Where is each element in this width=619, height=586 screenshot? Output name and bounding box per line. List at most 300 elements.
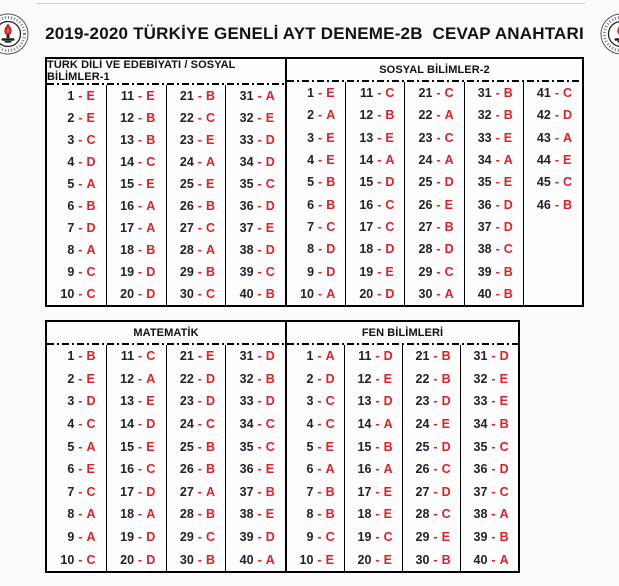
answer-cell <box>226 390 285 413</box>
answer-dash: - <box>197 530 202 545</box>
answer-cell <box>226 217 285 239</box>
answer-letter: D <box>503 219 513 234</box>
answer-cell <box>287 435 344 458</box>
answer-dash: - <box>433 349 438 364</box>
answer-dash: - <box>197 177 202 191</box>
answer-cell <box>461 390 518 413</box>
answer-letter: E <box>146 394 155 409</box>
answer-letter: A <box>385 153 395 168</box>
answer-cell <box>226 548 285 571</box>
question-number: 22 <box>415 371 430 386</box>
question-number: 25 <box>179 177 194 191</box>
answer-dash: - <box>78 199 83 213</box>
answer-letter: C <box>265 417 275 432</box>
question-number: 5 <box>306 439 314 454</box>
question-number: 45 <box>536 175 551 190</box>
answer-letter: C <box>86 552 96 567</box>
answer-cell <box>47 283 106 305</box>
question-number: 16 <box>120 462 135 477</box>
question-number: 35 <box>239 177 254 191</box>
answer-dash: - <box>495 286 500 301</box>
question-number: 11 <box>120 349 135 364</box>
answer-dash: - <box>318 86 323 101</box>
answer-letter: B <box>325 484 335 499</box>
question-number: 18 <box>359 242 374 257</box>
answer-letter: D <box>563 108 573 123</box>
answer-letter: B <box>503 264 513 279</box>
answer-letter: B <box>326 197 336 212</box>
answer-letter: B <box>205 507 215 522</box>
answer-dash: - <box>554 153 559 168</box>
answer-cell <box>167 261 226 283</box>
answer-table-matematik <box>45 320 287 573</box>
question-number: 10 <box>300 286 315 301</box>
question-number: 12 <box>359 108 374 123</box>
answer-dash: - <box>495 197 500 212</box>
answer-dash: - <box>257 462 262 477</box>
answer-cell <box>524 104 582 126</box>
answer-cell <box>345 526 402 549</box>
answer-letter: A <box>499 507 509 522</box>
answer-letter: C <box>205 287 215 301</box>
answer-table-sosyal-2 <box>287 57 584 307</box>
question-number: 23 <box>179 394 194 409</box>
question-number: 31 <box>477 86 492 101</box>
question-number: 33 <box>473 394 488 409</box>
answer-cell <box>107 413 166 436</box>
answer-dash: - <box>495 130 500 145</box>
table-title: TÜRK DİLİ VE EDEBİYATI / SOSYAL BİLİMLER-1 <box>47 59 236 83</box>
answer-letter: D <box>265 394 275 409</box>
question-number: 32 <box>477 108 492 123</box>
answer-cell <box>47 503 106 526</box>
answer-dash: - <box>138 462 143 477</box>
answer-cell <box>167 503 226 526</box>
answer-cell <box>47 217 106 239</box>
answer-column <box>523 82 582 305</box>
answer-cell <box>226 129 285 151</box>
question-number: 30 <box>179 552 194 567</box>
question-number: 15 <box>359 175 374 190</box>
answer-dash: - <box>317 462 322 477</box>
answer-letter: C <box>325 530 335 545</box>
answer-letter: D <box>265 155 275 169</box>
answer-letter: D <box>86 394 96 409</box>
answer-letter: A <box>265 89 275 103</box>
answer-letter: E <box>385 130 394 145</box>
answer-dash: - <box>138 265 143 279</box>
answer-cell <box>167 368 226 391</box>
table-title: FEN BİLİMLERİ <box>361 326 444 339</box>
answer-letter: B <box>499 530 509 545</box>
answer-cell <box>403 413 460 436</box>
answer-cell <box>346 149 404 171</box>
question-number: 28 <box>179 243 194 257</box>
answer-letter: C <box>444 264 454 279</box>
question-number: 6 <box>67 462 75 477</box>
answer-dash: - <box>375 439 380 454</box>
question-number: 12 <box>357 371 372 386</box>
answer-cell <box>287 260 345 282</box>
question-number: 36 <box>239 199 254 213</box>
answer-letter: D <box>326 264 336 279</box>
question-number: 9 <box>67 530 75 545</box>
answer-letter: B <box>503 86 513 101</box>
answer-cell <box>287 413 344 436</box>
question-number: 6 <box>306 462 314 477</box>
answer-dash: - <box>257 394 262 409</box>
answer-dash: - <box>317 484 322 499</box>
answer-dash: - <box>375 349 380 364</box>
answer-letter: B <box>86 349 96 364</box>
question-number: 32 <box>473 371 488 386</box>
question-number: 34 <box>239 155 254 169</box>
answer-letter: C <box>86 484 96 499</box>
answer-cell <box>287 104 345 126</box>
answer-letter: A <box>205 155 215 169</box>
answer-letter: B <box>444 219 454 234</box>
answer-cell <box>167 548 226 571</box>
answer-dash: - <box>197 439 202 454</box>
answer-column <box>225 345 285 571</box>
question-number: 39 <box>239 265 254 279</box>
answer-dash: - <box>197 89 202 103</box>
answer-dash: - <box>318 219 323 234</box>
answer-cell <box>47 345 106 368</box>
answer-letter: E <box>265 462 275 477</box>
answer-letter: A <box>383 417 393 432</box>
answer-dash: - <box>491 371 496 386</box>
answer-dash: - <box>78 287 83 301</box>
answer-dash: - <box>78 349 83 364</box>
question-number: 12 <box>120 371 135 386</box>
answer-dash: - <box>375 394 380 409</box>
question-number: 30 <box>418 286 433 301</box>
question-number: 2 <box>306 371 314 386</box>
answer-cell <box>403 368 460 391</box>
answer-letter: D <box>383 394 393 409</box>
answer-letter: C <box>86 133 96 147</box>
answer-cell <box>47 173 106 195</box>
answer-cell <box>226 151 285 173</box>
answer-letter: E <box>205 133 215 147</box>
question-number: 5 <box>67 177 75 191</box>
question-number: 15 <box>120 177 135 191</box>
answer-cell <box>403 345 460 368</box>
answer-letter: E <box>265 221 275 235</box>
answer-cell <box>167 390 226 413</box>
answer-dash: - <box>495 153 500 168</box>
answer-cell <box>47 151 106 173</box>
answer-cell <box>226 173 285 195</box>
answer-dash: - <box>197 394 202 409</box>
answer-dash: - <box>375 552 380 567</box>
answer-dash: - <box>554 130 559 145</box>
answer-letter: E <box>86 111 95 125</box>
answer-cell <box>405 193 463 215</box>
question-number: 20 <box>120 287 135 301</box>
answer-dash: - <box>197 199 202 213</box>
answer-dash: - <box>197 243 202 257</box>
answer-dash: - <box>318 264 323 279</box>
question-number: 8 <box>306 507 314 522</box>
answer-tables-bottom <box>45 320 520 573</box>
question-number: 44 <box>536 153 551 168</box>
question-number: 14 <box>359 153 374 168</box>
answer-cell <box>405 216 463 238</box>
answer-dash: - <box>436 86 441 101</box>
answer-cell <box>461 548 518 571</box>
answer-dash: - <box>491 349 496 364</box>
question-number: 37 <box>239 221 254 235</box>
answer-letter: E <box>86 89 95 103</box>
answer-dash: - <box>554 197 559 212</box>
answer-dash: - <box>318 197 323 212</box>
answer-letter: B <box>383 439 393 454</box>
answer-letter: E <box>503 130 513 145</box>
answer-dash: - <box>318 130 323 145</box>
answer-dash: - <box>495 175 500 190</box>
answer-letter: B <box>265 371 275 386</box>
answer-dash: - <box>138 133 143 147</box>
answer-dash: - <box>257 417 262 432</box>
answer-dash: - <box>78 243 83 257</box>
question-number: 8 <box>67 507 75 522</box>
answer-cell <box>47 85 106 107</box>
question-number: 31 <box>473 349 488 364</box>
question-number: 39 <box>239 530 254 545</box>
answer-dash: - <box>257 530 262 545</box>
question-number: 28 <box>179 507 194 522</box>
answer-dash: - <box>78 439 83 454</box>
answer-letter: D <box>385 175 395 190</box>
answer-cell <box>107 526 166 549</box>
answer-cell <box>107 368 166 391</box>
answer-dash: - <box>257 221 262 235</box>
question-number: 21 <box>179 89 194 103</box>
answer-cell <box>287 503 344 526</box>
answer-dash: - <box>377 197 382 212</box>
answer-cell <box>167 526 226 549</box>
answer-cell <box>465 216 523 238</box>
answer-cell <box>346 193 404 215</box>
answer-cell <box>345 345 402 368</box>
answer-cell <box>405 171 463 193</box>
question-number: 1 <box>67 349 75 364</box>
answer-dash: - <box>377 264 382 279</box>
answer-cell <box>405 104 463 126</box>
question-number: 28 <box>418 242 433 257</box>
answer-letter: E <box>146 177 155 191</box>
question-number: 16 <box>120 199 135 213</box>
answer-cell <box>107 129 166 151</box>
answer-dash: - <box>377 153 382 168</box>
answer-cell <box>107 173 166 195</box>
question-number: 22 <box>179 111 194 125</box>
answer-letter: E <box>146 439 155 454</box>
answer-tables-top <box>45 57 584 307</box>
answer-cell <box>226 85 285 107</box>
answer-letter: A <box>146 199 156 213</box>
answer-letter: D <box>503 197 513 212</box>
answer-dash: - <box>433 530 438 545</box>
answer-dash: - <box>554 108 559 123</box>
question-number: 15 <box>357 439 372 454</box>
question-number: 5 <box>307 175 315 190</box>
answer-letter: E <box>441 417 450 432</box>
answer-cell <box>345 413 402 436</box>
answer-column <box>166 85 226 305</box>
answer-letter: D <box>326 242 336 257</box>
answer-letter: A <box>383 462 393 477</box>
question-number: 36 <box>239 462 254 477</box>
answer-letter: E <box>265 111 275 125</box>
answer-cell <box>403 548 460 571</box>
answer-cell <box>346 238 404 260</box>
question-number: 24 <box>418 153 433 168</box>
answer-cell <box>226 413 285 436</box>
question-number: 20 <box>120 552 135 567</box>
answer-column <box>166 345 226 571</box>
answer-letter: A <box>326 286 336 301</box>
answer-dash: - <box>197 221 202 235</box>
answer-dash: - <box>317 530 322 545</box>
answer-letter: B <box>265 484 275 499</box>
answer-letter: E <box>441 530 450 545</box>
question-number: 23 <box>418 130 433 145</box>
answer-cell <box>524 127 582 149</box>
school-emblem-torch-icon <box>0 13 29 55</box>
answer-dash: - <box>317 349 322 364</box>
answer-cell <box>405 238 463 260</box>
answer-cell <box>465 171 523 193</box>
question-number: 9 <box>306 530 314 545</box>
answer-cell <box>107 151 166 173</box>
answer-letter: C <box>441 507 451 522</box>
answer-letter: C <box>146 462 156 477</box>
answer-letter: B <box>563 197 573 212</box>
answer-letter: C <box>205 111 215 125</box>
answer-dash: - <box>318 242 323 257</box>
answer-column <box>464 82 523 305</box>
answer-cell <box>405 260 463 282</box>
answer-letter: C <box>205 530 215 545</box>
answer-letter: C <box>325 394 335 409</box>
question-number: 36 <box>477 197 492 212</box>
answer-letter: B <box>326 175 336 190</box>
answer-dash: - <box>197 507 202 522</box>
question-number: 7 <box>67 484 75 499</box>
answer-letter: C <box>146 155 156 169</box>
answer-cell <box>405 149 463 171</box>
question-number: 37 <box>477 219 492 234</box>
answer-dash: - <box>318 175 323 190</box>
answer-cell <box>346 260 404 282</box>
question-number: 2 <box>67 111 75 125</box>
answer-letter: B <box>503 108 513 123</box>
answer-letter: B <box>146 111 156 125</box>
answer-cell <box>107 239 166 261</box>
answer-dash: - <box>197 287 202 301</box>
answer-letter: D <box>441 439 451 454</box>
answer-letter: D <box>265 133 275 147</box>
question-number: 29 <box>179 265 194 279</box>
question-number: 24 <box>415 417 430 432</box>
answer-dash: - <box>436 108 441 123</box>
answer-dash: - <box>495 242 500 257</box>
answer-cell <box>346 82 404 104</box>
answer-cell <box>345 368 402 391</box>
question-number: 26 <box>418 197 433 212</box>
answer-dash: - <box>257 89 262 103</box>
answer-column <box>344 345 402 571</box>
answer-column <box>106 345 166 571</box>
answer-dash: - <box>491 530 496 545</box>
answer-dash: - <box>318 286 323 301</box>
answer-cell <box>107 503 166 526</box>
question-number: 29 <box>418 264 433 279</box>
question-number: 26 <box>179 199 194 213</box>
answer-dash: - <box>317 507 322 522</box>
question-number: 32 <box>239 371 254 386</box>
answer-cell <box>524 238 582 260</box>
answer-dash: - <box>433 462 438 477</box>
answer-cell <box>461 458 518 481</box>
table-body <box>47 85 285 305</box>
question-number: 40 <box>477 286 492 301</box>
answer-letter: A <box>86 243 96 257</box>
answer-column <box>47 345 106 571</box>
question-number: 22 <box>418 108 433 123</box>
answer-dash: - <box>375 530 380 545</box>
question-number: 25 <box>415 439 430 454</box>
answer-letter: D <box>265 349 275 364</box>
answer-cell <box>167 283 226 305</box>
question-number: 8 <box>307 242 315 257</box>
answer-letter: E <box>385 264 394 279</box>
answer-cell <box>167 85 226 107</box>
answer-cell <box>107 481 166 504</box>
question-number: 4 <box>306 417 314 432</box>
answer-dash: - <box>433 371 438 386</box>
answer-dash: - <box>197 552 202 567</box>
answer-letter: D <box>146 417 156 432</box>
answer-cell <box>461 435 518 458</box>
answer-cell <box>167 413 226 436</box>
answer-dash: - <box>495 264 500 279</box>
answer-cell <box>465 260 523 282</box>
answer-cell <box>107 283 166 305</box>
answer-cell <box>47 548 106 571</box>
answer-dash: - <box>257 507 262 522</box>
question-number: 40 <box>239 552 254 567</box>
answer-cell <box>167 345 226 368</box>
answer-cell <box>287 171 345 193</box>
answer-cell <box>226 368 285 391</box>
question-number: 1 <box>67 89 75 103</box>
question-number: 23 <box>415 394 430 409</box>
answer-cell <box>107 548 166 571</box>
answer-cell <box>167 481 226 504</box>
answer-cell <box>47 368 106 391</box>
answer-cell <box>287 345 344 368</box>
answer-dash: - <box>78 507 83 522</box>
question-number: 41 <box>536 86 551 101</box>
question-number: 18 <box>120 243 135 257</box>
question-number: 30 <box>179 287 194 301</box>
answer-dash: - <box>78 265 83 279</box>
answer-cell <box>524 149 582 171</box>
